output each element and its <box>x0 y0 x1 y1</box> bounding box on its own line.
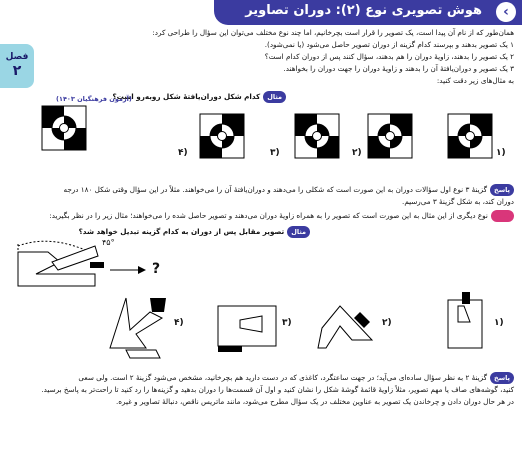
answer2-line-2: کنید، گوشه‌های صاف یا مهم تصویر، مثلاً زاویهٔ قائمهٔ گوشهٔ شکل را نشان کنید و اول آن قسمت‌ها را دوران بدهید و گزینه‌ها را رد کنید تا راحت‌تر به پاسخ برسید. <box>41 385 514 394</box>
example1-option-4-label[interactable]: ۴) <box>178 148 188 158</box>
example2-arrow <box>110 266 146 274</box>
example2-option-1-figure[interactable] <box>448 292 482 348</box>
example1-option-1-label[interactable]: ۱) <box>496 148 506 158</box>
example1-source: (آزمون فرهنگیان ۱۴۰۳) <box>56 95 132 103</box>
answer2-line-3: در هر حال دوران دادن و چرخاندن یک تصویر به عناوین مختلف در یک سؤال مطرح می‌شود، مانند ماتریس ناقص، دنبالهٔ تصاویر و غیره. <box>115 397 514 406</box>
intro-outro: به مثال‌های زیر دقت کنید: <box>436 76 514 85</box>
example2-option-2-label[interactable]: ۲) <box>382 318 392 328</box>
note-line: توجهنوع دیگری از این مثال به این صورت است که تصویر را به همراه زاویهٔ دوران می‌دهند و تصویر حاصل شده را می‌خواهند؛ مثال زیر را در نظر بگیرید: <box>49 210 514 222</box>
intro-item-2: ۲ یک تصویر را بدهند، زاویهٔ دوران را هم بدهند، سؤال کنند پس از دوران کدام است؟ <box>264 52 514 61</box>
example2-main-figure <box>18 241 104 286</box>
answer-badge: پاسخ <box>490 184 514 196</box>
note-badge: توجه <box>491 210 514 222</box>
example2-unknown: ? <box>152 261 161 277</box>
chevron-left-icon[interactable]: ‹ <box>496 2 516 22</box>
example1-question: کدام شکل دوران‌یافتهٔ شکل روبه‌رو است؟ <box>112 92 261 101</box>
example1-option-3-label[interactable]: ۳) <box>270 148 280 158</box>
answer1-line-1: پاسخگزینهٔ ۳ نوع اول سؤالات دوران به این صورت است که شکلی را می‌دهند و دوران‌یافتهٔ آن را می‌خواهند. مثلاً در این سؤال وقتی شکل ۱۸۰ درجه <box>64 184 514 196</box>
example2-option-3-figure[interactable] <box>218 306 276 352</box>
chapter-tab-number: ۲ <box>12 63 22 79</box>
example-badge: مثال <box>287 226 310 238</box>
example2-option-2-figure[interactable] <box>318 306 372 348</box>
example2-option-1-label[interactable]: ۱) <box>494 318 504 328</box>
intro-item-3: ۳ یک تصویر و دوران‌یافتهٔ آن را بدهند و زاویهٔ دوران را جهت دوران را بخواهند. <box>283 64 514 73</box>
answer-badge: پاسخ <box>490 372 514 384</box>
intro-line: همان‌طور که از نام آن پیدا است، یک تصویر را قرار است بچرخانیم، اما چند نوع مختلف می‌توان این سؤال را طراحی کرد: <box>152 28 514 37</box>
chapter-tab-label: فصل <box>5 52 29 62</box>
answer1-line-2: دوران کند، به شکل گزینهٔ ۳ می‌رسیم. <box>402 197 514 206</box>
example1-option-2-label[interactable]: ۲) <box>352 148 362 158</box>
example2-angle-label: ۴۵° <box>102 238 115 247</box>
page-title: هوش تصویری نوع (۲): دوران تصاویر <box>245 3 482 18</box>
example2-question: تصویر مقابل پس از دوران به کدام گزینه تبدیل خواهد شد؟ <box>78 227 285 236</box>
example2-option-3-label[interactable]: ۳) <box>282 318 292 328</box>
example2-option-4-label[interactable]: ۴) <box>174 318 184 328</box>
example-badge: مثال <box>263 91 286 103</box>
intro-item-1: ۱ یک تصویر بدهند و بپرسند کدام گزینه از دوران تصویر حاصل می‌شود (یا نمی‌شود). <box>264 40 514 49</box>
answer2-line-1: پاسخگزینهٔ ۲ به نظر سؤال ساده‌ای می‌آید؛ در جهت ساعتگرد، کاغذی که در دست دارید هم بچرخانید، مشخص می‌شود گزینهٔ ۲ است. ولی سعی <box>78 372 514 384</box>
example2-option-4-figure[interactable] <box>110 298 166 358</box>
